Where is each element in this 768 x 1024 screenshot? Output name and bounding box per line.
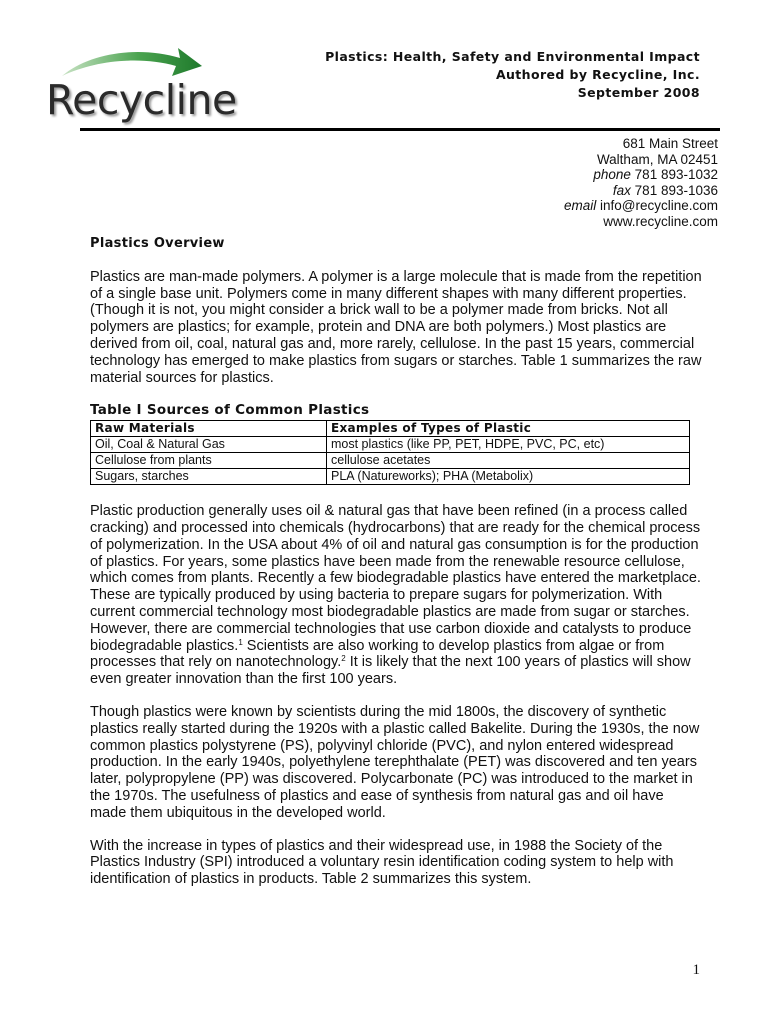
footnote-ref-2[interactable]: 2 bbox=[341, 654, 346, 664]
document-author: Authored by Recycline, Inc. bbox=[495, 67, 700, 82]
table-caption: Table I Sources of Common Plastics bbox=[90, 402, 370, 419]
table-header-cell: Examples of Types of Plastic bbox=[327, 421, 690, 437]
paragraph-2-part-c: It is likely that the next 100 years of plastics will show even greater innovation than the first 100 years. bbox=[90, 654, 691, 688]
table-row bbox=[91, 469, 690, 485]
phone-label: phone bbox=[593, 167, 631, 182]
table-header-row bbox=[91, 421, 690, 437]
address-street: 681 Main Street bbox=[622, 136, 718, 151]
paragraph-4: With the increase in types of plastics and their widespread use, in 1988 the Society of the Plastics Industry (SPI) introduced a voluntary resin identification coding system to help with identification of plastics in products. Table 2 summarizes this system. bbox=[90, 837, 674, 888]
address-block bbox=[564, 136, 718, 229]
paragraph-2-part-a: Plastic production generally uses oil & natural gas that have been refined (in a process called cracking) and processed into chemicals (hydrocarbons) that are ready for the chemical process of polymerization. In the USA about 4% of oil and natural gas consumption is for the production of plastics. For years, some plastics have been made from the renewable resource cellulose, which comes from plants. Recently a few biodegradable plastics have entered the marketplace. These are typically produced by using bacteria to prepare sugars for polymerization. With current commercial technology most biodegradable plastics are made from sugar or starches. However, there are commercial technologies that use carbon dioxide and catalysts to produce biodegradable plastics. bbox=[90, 503, 701, 654]
address-email bbox=[564, 198, 718, 214]
address-fax bbox=[564, 183, 718, 199]
table-row bbox=[91, 453, 690, 469]
fax-number: 781 893-1036 bbox=[634, 182, 718, 198]
paragraph-3: Though plastics were known by scientists during the mid 1800s, the discovery of synthetic plastics really started during the 1920s with a plastic called Bakelite. During the 1930s, the now common plastics polystyrene (PS), polyvinyl chloride (PVC), and nylon entered widespread production. In the early 1940s, polyethylene terephthalate (PET) was discovered and ten years later, polypropylene (PP) was discovered. Polycarbonate (PC) was introduced to the market in the 1970s. The usefulness of plastics and ease of synthesis from natural gas and oil have made them ubiquitous in the developed world. bbox=[90, 703, 700, 821]
logo-wordmark: Recycline bbox=[46, 76, 237, 124]
footnote-ref-1[interactable]: 1 bbox=[238, 637, 243, 647]
paragraph-2-part-b: Scientists are also working to develop plastics from algae or from processes that rely on nanotechnology. bbox=[90, 637, 665, 671]
document-title-block bbox=[325, 48, 700, 102]
page-number: 1 bbox=[692, 962, 700, 978]
table-cell: Oil, Coal & Natural Gas bbox=[91, 437, 327, 453]
table-row bbox=[91, 437, 690, 453]
table-cell: Cellulose from plants bbox=[91, 453, 327, 469]
phone-number: 781 893-1032 bbox=[634, 167, 718, 182]
table-cell: cellulose acetates bbox=[327, 453, 690, 469]
section-heading: Plastics Overview bbox=[90, 236, 225, 251]
paragraph-2 bbox=[90, 503, 702, 688]
document-title: Plastics: Health, Safety and Environmental Impact bbox=[325, 49, 700, 64]
table-cell: PLA (Natureworks); PHA (Metabolix) bbox=[327, 469, 690, 485]
address-phone bbox=[564, 167, 718, 183]
fax-label: fax bbox=[612, 182, 631, 198]
recycline-logo bbox=[40, 38, 237, 128]
main-content bbox=[90, 236, 702, 904]
table-header-cell: Raw Materials bbox=[91, 421, 327, 437]
table-cell: Sugars, starches bbox=[91, 469, 327, 485]
email-label: email bbox=[563, 198, 597, 213]
table-cell: most plastics (like PP, PET, HDPE, PVC, PC, etc) bbox=[327, 437, 690, 453]
paragraph-1: Plastics are man-made polymers. A polymer is a large molecule that is made from the repetition of a single base unit. Polymers come in many different shapes with many different properties. (Though it is not, you might consider a brick wall to be a polymer made from bricks. Not all polymers are plastics; for example, protein and DNA are both polymers.) Most plastics are derived from oil, coal, natural gas and, more rarely, cellulose. In the past 15 years, commercial technology has emerged to make plastics from sugars or starches. Table 1 summarizes the raw material sources for plastics. bbox=[90, 268, 702, 386]
address-city: Waltham, MA 02451 bbox=[596, 151, 718, 167]
address-website: www.recycline.com bbox=[603, 213, 718, 229]
header-rule bbox=[80, 128, 720, 131]
sources-table bbox=[90, 420, 690, 485]
document-date: September 2008 bbox=[577, 85, 700, 100]
email-address: info@recycline.com bbox=[600, 198, 718, 213]
